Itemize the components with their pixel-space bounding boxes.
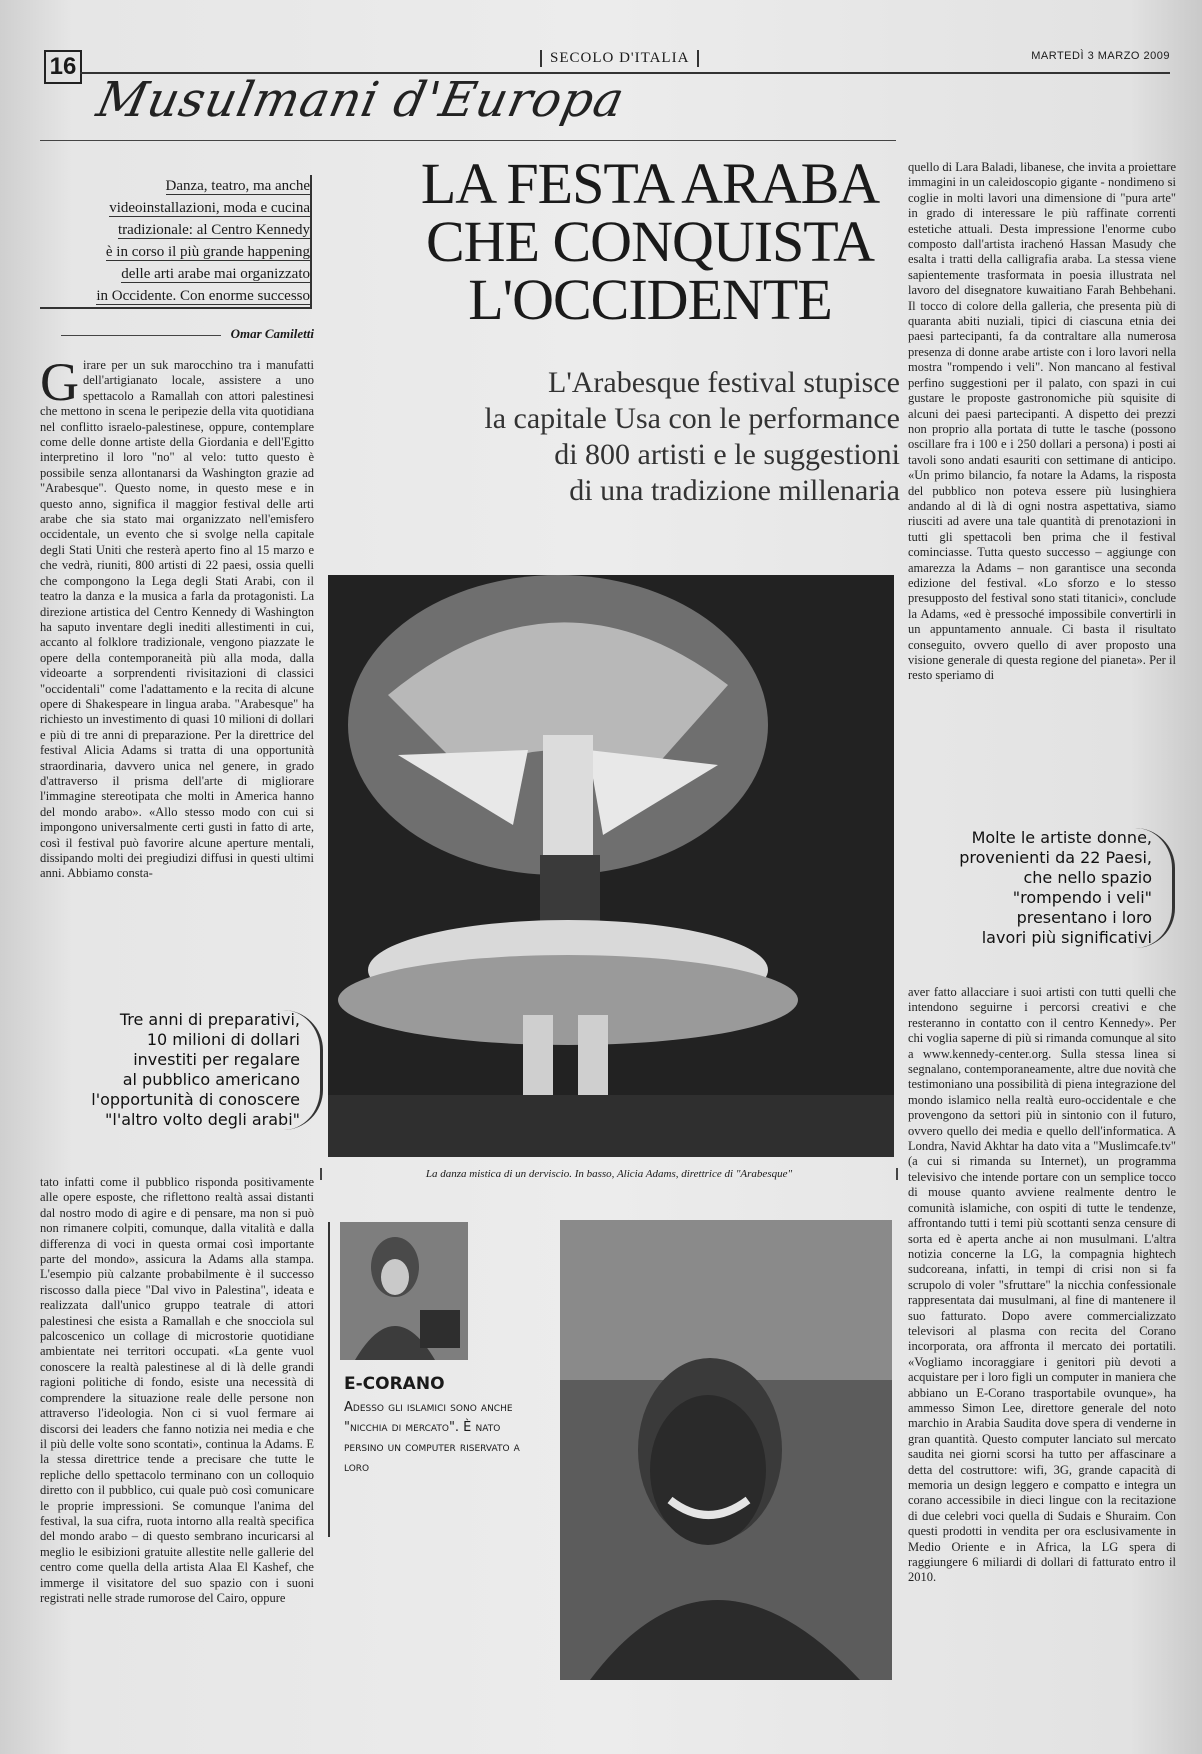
title-line: L'OCCIDENTE <box>468 267 832 332</box>
section-title: Musulmani d'Europa <box>92 72 630 128</box>
subtitle-line: di 800 artisti e le suggestioni <box>554 438 900 471</box>
pull-quote-line: lavori più significativi <box>981 928 1152 947</box>
dervish-illustration <box>328 575 894 1157</box>
column-text: aver fatto allacciare i suoi artisti con tutti quelli che intendono seguirne i percorsi creativi e che resteranno in contatto con il centro Kennedy». Per chi voglia saperne di più si rimanda comunque al sito a www.kennedy-center.org. Sulla stessa linea si segnalano, contemporaneamente, altre due novità che testimoniano una possibilità di piena integrazione del mondo islamico nella realtà euro-occidentale e che provengono da settori più in sintonio con il futuro, ovvero quello dei media e quello dell'informatica. A Londra, Navid Akhtar ha dato vita a "Muslimcafe.tv" (a cui si rimanda su Internet), un programma televisivo che intende portare con un semplice tocco di mouse quanto avviene realmente dentro le comunità islamiche, con ospiti di tutte le tendenze, affrontando tutti i temi più scottanti senza censure di sorta ed è aperta anche ai non musulmani. L'altra notizia concerne la LG, la compagnia hightech sudcoreana, infatti, in tempi di crisi non si fa scrupolo di voler "sfruttare" la nicchia confessionale rappresentata dai musulmani, al fine di mantenere il suo fatturato. Dopo avere commercializzato televisori al plasma con recita del Corano incorporata, ora affronta il mercato dei portatili. «Vogliamo incoraggiare i genitori più devoti a acquistare per i loro figli un computer in maniera che abbiano un E-Corano trasportabile ovunque», ha ammesso Simon Lee, direttore generale del noto marchio in Arabia Saudita dove spera di venderne in gran quantità. Questo computer lanciato sul mercato saudita nei giorni scorsi ha tutto per affascinare a detta del costruttore: wifi, 3G, grande capacità di memoria un design leggero e compatto e integra un corano accessibile in dieci lingue con la recitazione di due celebri voci quella di Sudais e Shuraim. Con questi prodotti in vendita per ora esclusivamente in Medio Oriente e in Africa, la LG spera di raggiungere 6 miliardi di dollari di fatturato entro il 2010. <box>908 985 1176 1585</box>
article-column-3-continued <box>908 985 1176 1735</box>
pull-quote-line: "l'altro volto degli arabi" <box>105 1110 300 1129</box>
pull-quote-line: "rompendo i veli" <box>1012 888 1152 907</box>
summary-line: tradizionale: al Centro Kennedy <box>117 222 310 238</box>
column-text: irare per un suk marocchino tra i manufatti dell'artigianato locale, assistere a uno spettacolo a Ramallah con attori palestinesi che mettono in scena le peripezie della vita quotidiana nel conflitto israelo-palestinese, oppure, contemplare come delle donne artiste della Giordania e dell'Egitto interpretino il loro "no" al velo: tutto questo è possibile senza allontanarsi da Washington grazie ad "Arabesque". Questo nome, in questo mese e in questo anno, significa il maggior festival delle arti arabe che sia stato mai organizzato nell'emisfero occidentale, un evento che si svolge nella capitale degli Stati Uniti che resterà aperto fino al 15 marzo e che vedrà, riuniti, 800 artisti di 22 paesi, ossia quelli che compongono la Lega degli Stati Arabi, con il teatro la danza e la musica a farla da protagonisti. La direzione artistica del Centro Kennedy di Washington ha saputo inventare degli inediti allestimenti in cui, accanto al folklore tradizionale, vengono piazzate le opere della contemporaneità più alla moda, dalla videoarte a sorprendenti rivisitazioni di classici "occidentali" come l'adattamento e la recita di alcune opere di Shakespeare in lingua araba. "Arabesque" ha richiesto un investimento di quasi 10 milioni di dollari e più di tre anni di preparazione. Per la direttrice del festival Alicia Adams si tratta di una opportunità straordinaria, davvero unica nel genere, in grado d'attraverso il prisma dell'arte di migliorare l'immagine stereotipata che molti in America hanno del mondo arabo». «Allo stesso modo con cui si impongono universalmente certi gusti in fatto di arte, così il festival può favorire alcune aperture mentali, dissipando molti dei pregiudizi diffusi in questi ultimi anni. Abbiamo consta- <box>40 358 314 881</box>
summary-line: videoinstallazioni, moda e cucina <box>109 200 310 216</box>
pull-quote-line: provenienti da 22 Paesi, <box>959 848 1152 867</box>
sidebar-title: E-CORANO <box>344 1374 445 1394</box>
summary-line: Danza, teatro, ma anche <box>165 178 310 194</box>
summary-line: delle arti arabe mai organizzato <box>121 266 310 282</box>
sidebar-text: Adesso gli islamici sono anche "nicchia di mercato". È nato persino un computer riservato a loro <box>344 1400 520 1475</box>
subtitle-line: la capitale Usa con le performance <box>484 402 900 435</box>
alicia-adams-photo <box>560 1220 892 1680</box>
section-rule <box>40 140 896 141</box>
pull-quote <box>920 828 1175 948</box>
woman-laptop-photo <box>340 1222 468 1360</box>
woman-laptop-illustration <box>340 1222 468 1360</box>
photo-caption: La danza mistica di un derviscio. In basso, Alicia Adams, direttrice di "Arabesque" <box>320 1168 898 1180</box>
author-name: Omar Camiletti <box>230 326 314 341</box>
pull-quote <box>60 1010 323 1130</box>
pull-quote-line: Tre anni di preparativi, <box>119 1010 300 1029</box>
column-text: tato infatti come il pubblico risponda positivamente alle opere esposte, che riflettono realtà assai distanti dal nostro modo di agire e di pensare, ma non si può non rimanere colpiti, comunque, dalla vitalità e dalla differenza di voci in questa ormai così importante parte del mondo», assicura la Adams alla stampa. L'esempio più calzante probabilmente è il successo riscosso dalla piece "Dal vivo in Palestina", ideata e realizzata dall'unico gruppo teatrale di attori palestinesi che esista a Ramallah e che snocciola sul palcoscenico un collage di microstorie quotidiane ambientate nei territori occupati. «La gente vuol conoscere la realtà palestinese al di là delle grandi ragioni politiche di fondo, esiste una necessità di comprendere la situazione reale delle persone non attraverso l'ideologia. Non ci si vuol fermare ai discorsi dei leaders che fanno notizia nei media e che il più delle volte sono scontati», continua la Adams. E la stessa direttrice tende a precisare che tutte le repliche dello spettacolo terminano con un colloquio diretto con il pubblico, cui quale può così comunicare le proprie impressioni. Se comunque l'anima del festival, la sua cifra, ruota intorno alla realtà specifica del mondo arabo – di questo sembrano incuricarsi al meglio le esibizioni gratuite allestite nelle gallerie del centro come quella della artista Alaa El Kashef, che immerge il visitatore del suo spazio con i suoni registrati nelle strade rumorose del Cairo, oppure <box>40 1175 314 1605</box>
author-byline <box>40 326 314 342</box>
drop-cap: G <box>40 358 79 412</box>
summary-line: è in corso il più grande happening <box>105 244 310 260</box>
pull-quote-line: Molte le artiste donne, <box>971 828 1152 847</box>
pull-quote-line: al pubblico americano <box>122 1070 300 1089</box>
article-column-1 <box>40 358 314 978</box>
pull-quote-line: l'opportunità di conoscere <box>91 1090 300 1109</box>
masthead: SECOLO D'ITALIA <box>540 50 699 67</box>
article-column-3 <box>908 160 1176 805</box>
pull-quote-line: presentano i loro <box>1016 908 1152 927</box>
article-subtitle <box>340 365 900 509</box>
pull-quote-line: investiti per regalare <box>133 1050 300 1069</box>
column-text: quello di Lara Baladi, libanese, che invita a proiettare immagini in un caleidoscopio gigante - nondimeno si coglie in molti lavori una dimensione di "pura arte" in grado di interessare le più raffinate correnti estetiche attuali. Desta impressione l'enorme cubo composto dall'artista irachenó Hassan Masudy che esalta i tratti della calligrafia araba. La stessa viene sapientemente trasformata in poesia illustrata nel lavoro del disegnatore kuwaitiano Farah Behbehani. Il tocco di colore della galleria, che presenta più di quaranta abiti nuziali, tipici di ciascuna etnia dei paesi partecipanti, fa da contraltare alla numerosa presenza di donne arabe artiste con i loro lavori nella mostra "rompendo i veli". Non mancano al festival perfino suggestioni per il palato, con spazi in cui gustare le proposte gastronomiche più squisite di alcuni dei paesi partecipanti. A dispetto dei prezzi non proprio alla portata di tutte le tasche (possono oscillare fra i 100 e i 250 dollari a persona) i posti ai tavoli sono andati esauriti con settimane di anticipo. «Un primo bilancio, fa notare la Adams, la risposta del pubblico non poteva essere più lusinghiera andando al di là di ogni nostra aspettativa, siamo riusciti ad avere una tale quantità di prenotazioni in tutti gli spettacoli ben prima che il festival cominciasse. Tutta questo successo – aggiunge con amarezza la Adams – non garantisce una seconda edizione del festival. «Lo sforzo e lo stesso presupposto del festival sono stati titanici», conclude la Adams, «ed è pressoché impossibile convertirli in un appuntamento annuale. Ci basta il risultato conseguito, ovvero quello di aver proposto una visione generale di questa regione del pianeta». Per il resto speriamo di <box>908 160 1176 683</box>
article-title <box>400 151 900 332</box>
subtitle-line: L'Arabesque festival stupisce <box>548 366 900 399</box>
pull-quote-line: 10 milioni di dollari <box>146 1030 300 1049</box>
dervish-photo <box>328 575 894 1157</box>
issue-date: MARTEDÌ 3 MARZO 2009 <box>1031 50 1170 62</box>
portrait-illustration <box>560 1220 892 1680</box>
article-summary <box>40 175 312 309</box>
pull-quote-line: che nello spazio <box>1023 868 1152 887</box>
title-line: LA FESTA ARABA <box>420 151 880 216</box>
article-column-1-continued <box>40 1175 314 1730</box>
summary-line: in Occidente. Con enorme successo <box>96 288 310 304</box>
subtitle-line: di una tradizione millenaria <box>569 474 900 507</box>
title-line: CHE CONQUISTA <box>426 209 874 274</box>
page-number: 16 <box>44 50 82 84</box>
